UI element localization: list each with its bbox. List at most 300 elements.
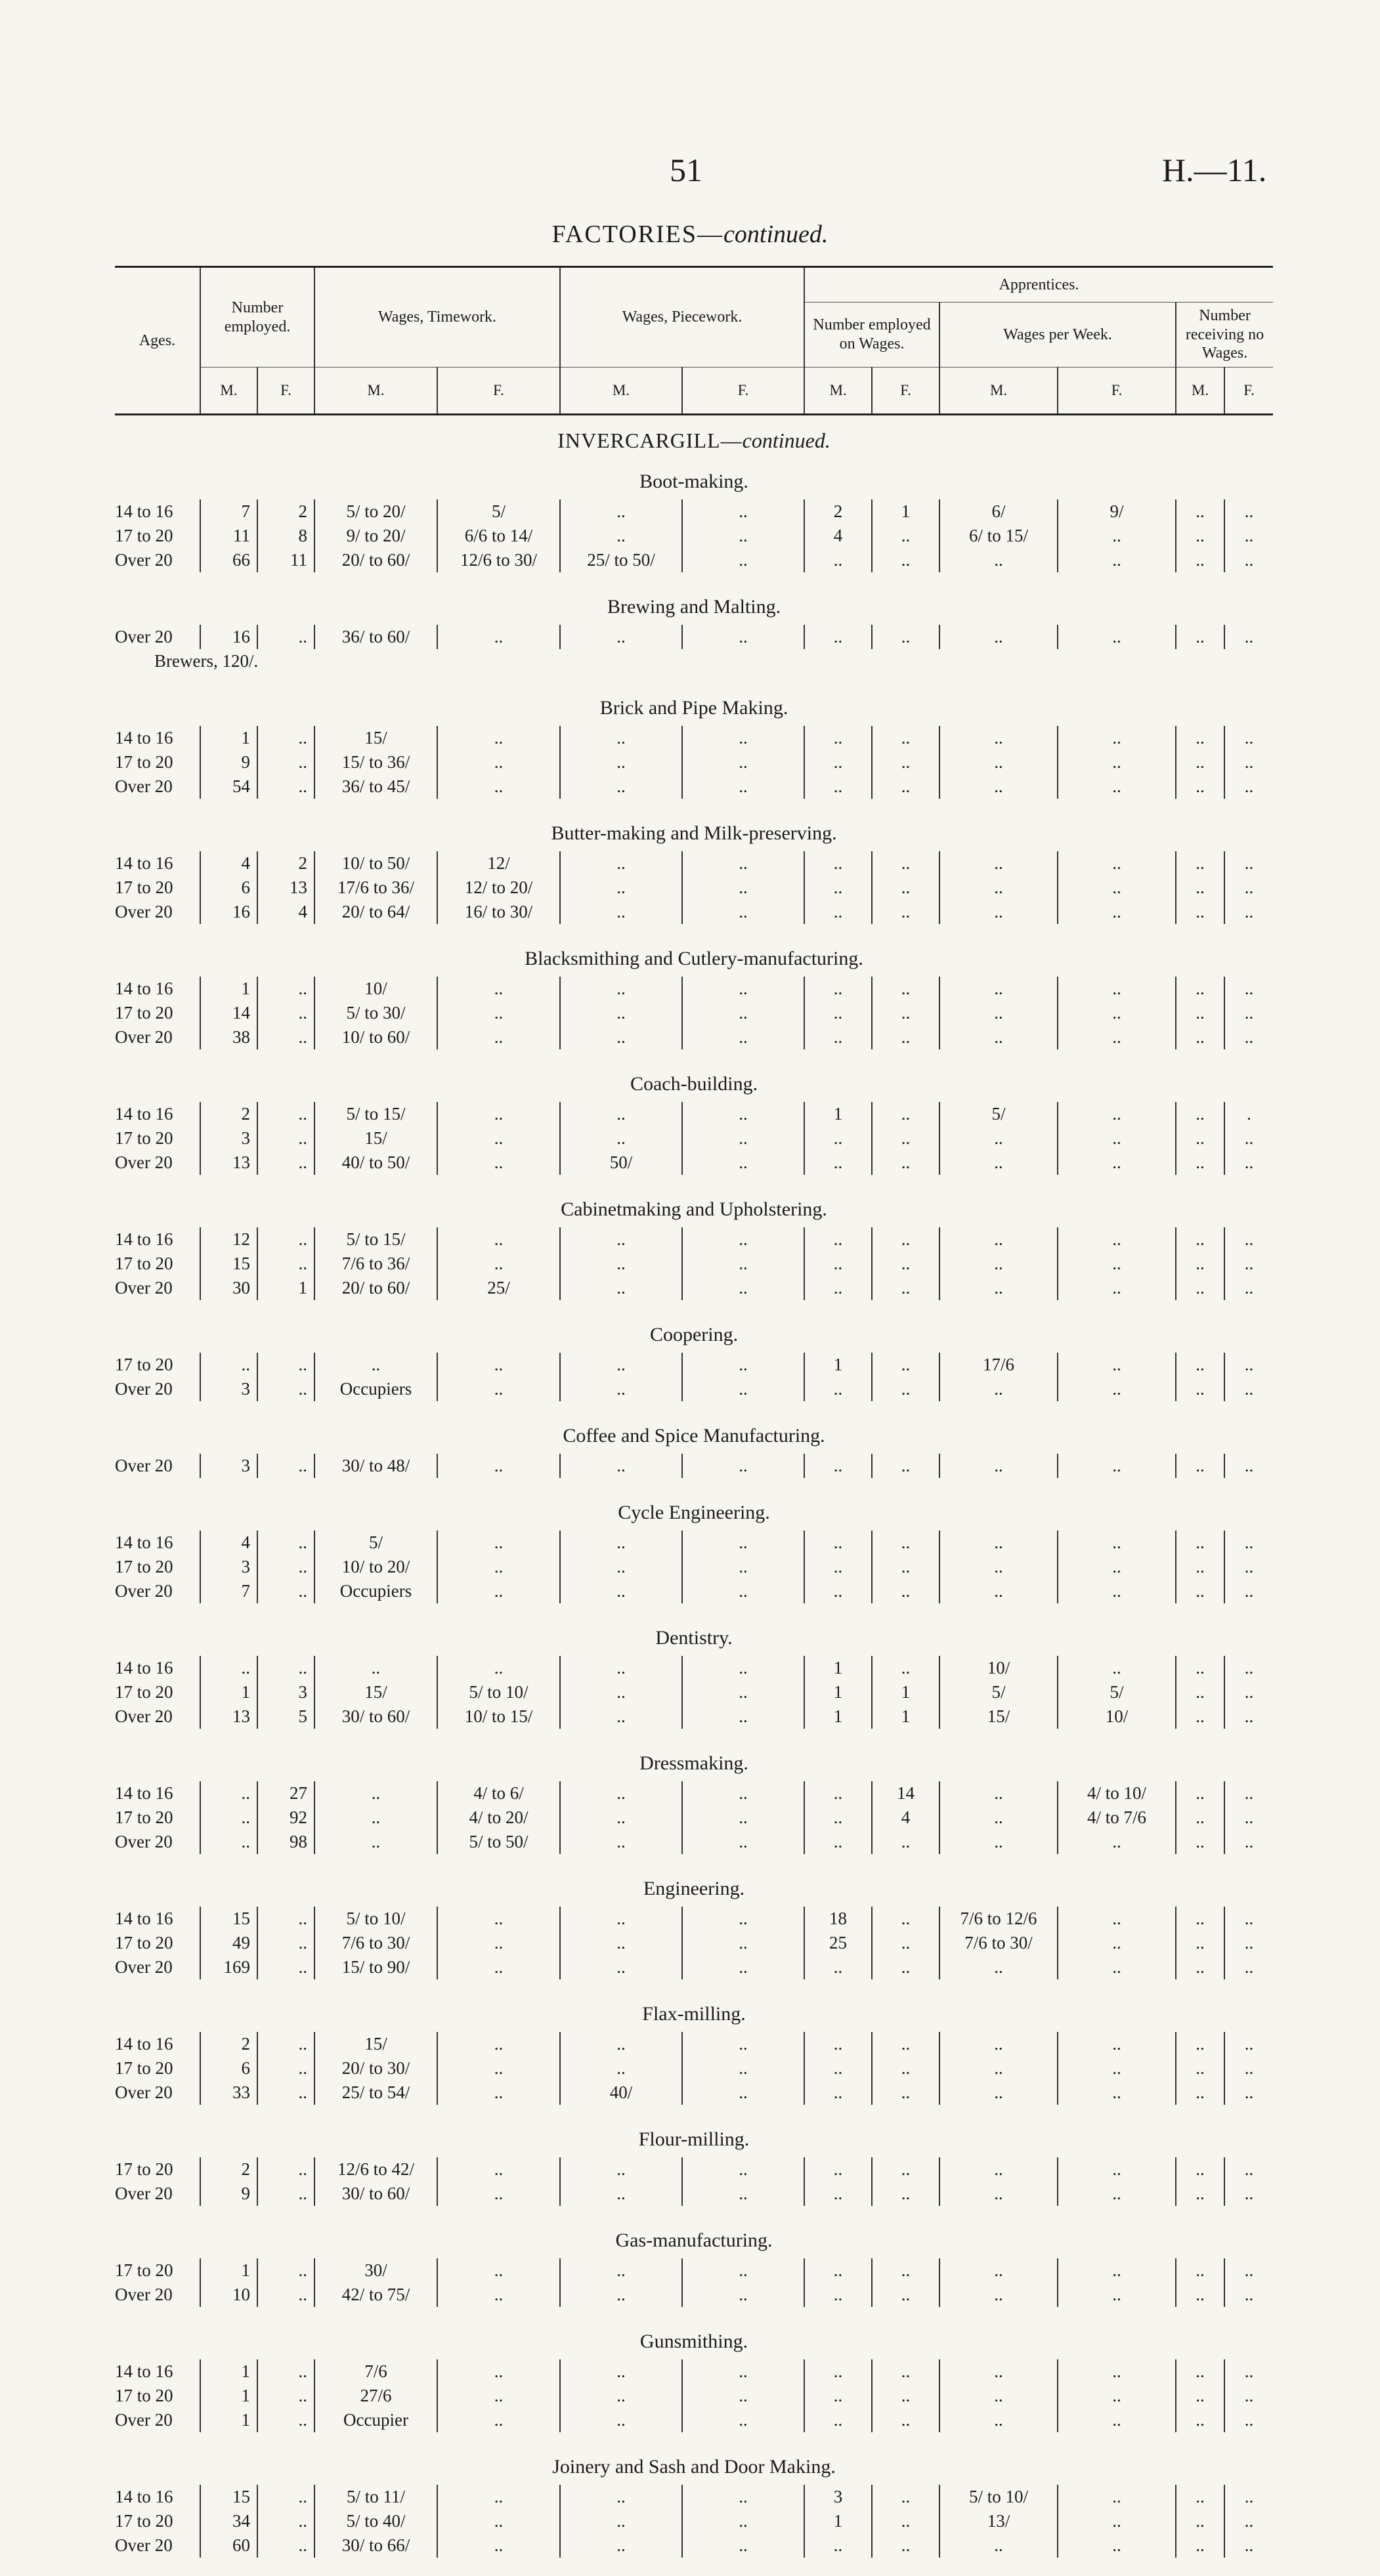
age-cell: 14 to 16 — [115, 499, 200, 524]
table-cell: .. — [560, 2032, 682, 2056]
table-cell: .. — [437, 2359, 560, 2384]
table-cell: 16 — [200, 900, 257, 924]
table-cell: .. — [804, 1025, 872, 1049]
age-cell: Over 20 — [115, 625, 200, 649]
age-cell: 17 to 20 — [115, 1001, 200, 1025]
table-cell: 20/ to 64/ — [314, 900, 437, 924]
table-body — [115, 415, 1273, 2576]
table-cell: 6 — [200, 2056, 257, 2080]
table-cell: .. — [437, 1151, 560, 1175]
col-appr-wages: Wages per Week. — [939, 303, 1176, 368]
table-cell: .. — [1176, 2182, 1224, 2206]
table-cell: .. — [682, 625, 804, 649]
table-cell: .. — [314, 1805, 437, 1830]
table-cell: .. — [939, 774, 1058, 799]
table-cell: .. — [560, 2157, 682, 2182]
table-cell: .. — [257, 1579, 314, 1603]
table-cell: .. — [1224, 1252, 1273, 1276]
table-row — [115, 625, 1273, 649]
table-cell: .. — [560, 1454, 682, 1478]
table-row — [115, 1454, 1273, 1478]
industry-heading-row — [115, 2451, 1273, 2485]
table-cell: 2 — [257, 499, 314, 524]
table-row — [115, 774, 1273, 799]
table-cell: .. — [1176, 876, 1224, 900]
spacer-row — [115, 2558, 1273, 2576]
age-cell: Over 20 — [115, 2080, 200, 2105]
spacer-row — [115, 1729, 1273, 1747]
table-cell: .. — [1058, 1102, 1176, 1126]
table-cell: .. — [437, 1126, 560, 1151]
table-cell: .. — [872, 2509, 939, 2533]
table-cell: .. — [1176, 2056, 1224, 2080]
table-cell: .. — [1176, 1252, 1224, 1276]
table-cell: .. — [1058, 750, 1176, 774]
table-cell: .. — [1176, 1805, 1224, 1830]
table-cell: .. — [560, 1555, 682, 1579]
table-cell: .. — [1176, 1555, 1224, 1579]
table-cell: .. — [1224, 2032, 1273, 2056]
table-cell: .. — [1058, 524, 1176, 548]
table-cell: .. — [560, 2384, 682, 2408]
table-cell: .. — [804, 2533, 872, 2558]
table-cell: .. — [437, 1102, 560, 1126]
table-cell: 66 — [200, 548, 257, 572]
industry-heading-row — [115, 2123, 1273, 2157]
table-cell: .. — [682, 2509, 804, 2533]
spacer-cell — [115, 572, 1273, 591]
table-cell: 1 — [804, 1704, 872, 1729]
table-cell: .. — [872, 2032, 939, 2056]
table-cell: 2 — [200, 2157, 257, 2182]
table-cell: 3 — [200, 1555, 257, 1579]
table-cell: .. — [1224, 1955, 1273, 1979]
table-cell: 10/ to 15/ — [437, 1704, 560, 1729]
table-cell: 3 — [257, 1680, 314, 1704]
table-cell: .. — [1176, 2509, 1224, 2533]
col-f: F. — [437, 368, 560, 415]
age-cell: 14 to 16 — [115, 977, 200, 1001]
table-cell: .. — [1058, 2157, 1176, 2182]
industry-name: Dressmaking. — [115, 1747, 1273, 1781]
table-cell: .. — [560, 1126, 682, 1151]
col-f: F. — [872, 368, 939, 415]
table-cell: .. — [1176, 1907, 1224, 1931]
table-cell: .. — [939, 625, 1058, 649]
industry-name: Coffee and Spice Manufacturing. — [115, 1420, 1273, 1454]
table-cell: 10/ to 50/ — [314, 851, 437, 876]
table-cell: .. — [1224, 750, 1273, 774]
table-cell: .. — [560, 1579, 682, 1603]
table-cell: .. — [804, 2384, 872, 2408]
col-appr-number: Number employed on Wages. — [804, 303, 939, 368]
industry-name: Dentistry. — [115, 1622, 1273, 1656]
table-cell: 10/ to 60/ — [314, 1025, 437, 1049]
table-cell: .. — [872, 2080, 939, 2105]
table-cell: .. — [560, 851, 682, 876]
table-cell: .. — [560, 1252, 682, 1276]
table-cell: 4 — [804, 524, 872, 548]
table-cell: .. — [804, 2157, 872, 2182]
age-cell: Over 20 — [115, 1955, 200, 1979]
table-cell: .. — [1058, 2408, 1176, 2432]
table-row — [115, 1377, 1273, 1401]
table-cell: .. — [1176, 750, 1224, 774]
table-cell: 5/ — [939, 1102, 1058, 1126]
table-row — [115, 876, 1273, 900]
table-row — [115, 726, 1273, 750]
table-cell: .. — [560, 2258, 682, 2283]
table-cell: 7 — [200, 499, 257, 524]
table-row — [115, 2258, 1273, 2283]
table-cell: .. — [1058, 2080, 1176, 2105]
table-cell: .. — [682, 2408, 804, 2432]
table-cell: .. — [1176, 2032, 1224, 2056]
table-cell: 40/ to 50/ — [314, 1151, 437, 1175]
table-cell: .. — [1176, 1656, 1224, 1680]
page-number: 51 — [670, 151, 702, 189]
table-cell: 4 — [200, 851, 257, 876]
table-cell: .. — [560, 876, 682, 900]
table-cell: .. — [872, 1931, 939, 1955]
table-cell: .. — [257, 625, 314, 649]
spacer-cell — [115, 1478, 1273, 1496]
table-cell: .. — [939, 2056, 1058, 2080]
table-cell: 5/ to 10/ — [437, 1680, 560, 1704]
industry-heading-row — [115, 2224, 1273, 2258]
table-cell: 16 — [200, 625, 257, 649]
spacer-cell — [115, 1979, 1273, 1998]
table-cell: .. — [560, 1830, 682, 1854]
table-cell: .. — [804, 1377, 872, 1401]
table-cell: .. — [939, 2258, 1058, 2283]
table-cell: 6/6 to 14/ — [437, 524, 560, 548]
table-cell: .. — [1176, 1781, 1224, 1805]
col-wages-piecework: Wages, Piecework. — [560, 267, 804, 368]
table-row — [115, 1656, 1273, 1680]
table-cell: .. — [257, 1126, 314, 1151]
table-cell: .. — [682, 1227, 804, 1252]
table-row — [115, 1353, 1273, 1377]
table-cell: .. — [437, 2485, 560, 2509]
table-cell: .. — [560, 1805, 682, 1830]
table-cell: .. — [257, 1001, 314, 1025]
industry-heading-row — [115, 591, 1273, 625]
table-cell: .. — [437, 2182, 560, 2206]
table-cell: .. — [804, 1781, 872, 1805]
industry-note: Brewers, 120/. — [115, 649, 1273, 673]
spacer-row — [115, 2307, 1273, 2325]
table-cell: .. — [1058, 1907, 1176, 1931]
table-cell: .. — [1058, 1276, 1176, 1300]
col-f: F. — [257, 368, 314, 415]
age-cell: 17 to 20 — [115, 2509, 200, 2533]
table-cell: .. — [1224, 1907, 1273, 1931]
table-cell: 6/ to 15/ — [939, 524, 1058, 548]
table-cell: .. — [872, 1656, 939, 1680]
table-cell: .. — [939, 1151, 1058, 1175]
table-cell: .. — [560, 2485, 682, 2509]
table-cell: .. — [1224, 1931, 1273, 1955]
table-cell: 5/ to 10/ — [939, 2485, 1058, 2509]
table-cell: 92 — [257, 1805, 314, 1830]
table-cell: 30/ to 66/ — [314, 2533, 437, 2558]
industry-heading-row — [115, 942, 1273, 977]
table-cell: .. — [1176, 625, 1224, 649]
age-cell: 14 to 16 — [115, 1907, 200, 1931]
table-cell: .. — [804, 2080, 872, 2105]
table-cell: 5/ — [314, 1531, 437, 1555]
table-cell: 2 — [200, 1102, 257, 1126]
table-cell: .. — [560, 2533, 682, 2558]
table-cell: .. — [1058, 851, 1176, 876]
table-cell: .. — [682, 1377, 804, 1401]
table-cell: 1 — [804, 1353, 872, 1377]
table-cell: 10/ — [939, 1656, 1058, 1680]
spacer-row — [115, 1854, 1273, 1872]
table-cell: .. — [939, 977, 1058, 1001]
spacer-cell — [115, 1175, 1273, 1193]
table-row — [115, 1830, 1273, 1854]
table-cell: .. — [939, 726, 1058, 750]
table-cell: .. — [560, 625, 682, 649]
table-cell: .. — [257, 1252, 314, 1276]
table-cell: 14 — [200, 1001, 257, 1025]
table-cell: 1 — [200, 2384, 257, 2408]
table-cell: 1 — [200, 977, 257, 1001]
industry-heading-row — [115, 1998, 1273, 2032]
table-cell: .. — [872, 1353, 939, 1377]
table-cell: .. — [1058, 1656, 1176, 1680]
table-row — [115, 548, 1273, 572]
spacer-cell — [115, 1854, 1273, 1872]
table-cell: .. — [872, 1377, 939, 1401]
table-cell: 5/ to 15/ — [314, 1102, 437, 1126]
table-cell: .. — [682, 2258, 804, 2283]
table-cell: 1 — [257, 1276, 314, 1300]
industry-heading-row — [115, 1872, 1273, 1907]
location-suffix: continued. — [743, 429, 830, 452]
table-cell: .. — [437, 1656, 560, 1680]
age-cell: 17 to 20 — [115, 2258, 200, 2283]
table-cell: .. — [872, 900, 939, 924]
table-cell: .. — [257, 2080, 314, 2105]
table-cell: .. — [1176, 1353, 1224, 1377]
table-row — [115, 2032, 1273, 2056]
table-cell: .. — [1058, 2485, 1176, 2509]
table-cell: 50/ — [560, 1151, 682, 1175]
industry-heading-row — [115, 1319, 1273, 1353]
table-cell: .. — [939, 1025, 1058, 1049]
table-cell: 16/ to 30/ — [437, 900, 560, 924]
table-cell: .. — [437, 2283, 560, 2307]
age-cell: 14 to 16 — [115, 1656, 200, 1680]
table-cell: .. — [1058, 900, 1176, 924]
table-cell: .. — [1224, 1680, 1273, 1704]
table-cell: .. — [257, 2283, 314, 2307]
age-cell: 17 to 20 — [115, 1805, 200, 1830]
table-cell: .. — [1058, 2283, 1176, 2307]
age-cell: 14 to 16 — [115, 1781, 200, 1805]
table-cell: .. — [804, 1454, 872, 1478]
table-cell: .. — [257, 2258, 314, 2283]
table-cell: .. — [437, 1531, 560, 1555]
table-cell: .. — [682, 1276, 804, 1300]
table-row — [115, 2485, 1273, 2509]
table-cell: .. — [257, 1227, 314, 1252]
spacer-cell — [115, 1603, 1273, 1622]
industry-heading-row — [115, 1622, 1273, 1656]
table-cell: 5/ to 40/ — [314, 2509, 437, 2533]
table-cell: 1 — [804, 1102, 872, 1126]
table-row — [115, 1955, 1273, 1979]
table-cell: .. — [1224, 774, 1273, 799]
table-cell: .. — [1224, 1656, 1273, 1680]
table-cell: .. — [682, 1025, 804, 1049]
table-cell: .. — [1224, 1227, 1273, 1252]
table-cell: 25/ — [437, 1276, 560, 1300]
table-cell: 3 — [200, 1454, 257, 1478]
table-cell: .. — [939, 2080, 1058, 2105]
table-cell: .. — [437, 2509, 560, 2533]
table-cell: .. — [682, 2283, 804, 2307]
table-row — [115, 2157, 1273, 2182]
table-cell: .. — [682, 1656, 804, 1680]
table-cell: .. — [872, 2384, 939, 2408]
spacer-row — [115, 572, 1273, 591]
industry-name: Engineering. — [115, 1872, 1273, 1907]
table-cell: .. — [437, 1353, 560, 1377]
industry-name: Blacksmithing and Cutlery-manufacturing. — [115, 942, 1273, 977]
table-cell: .. — [437, 2533, 560, 2558]
table-cell: .. — [804, 876, 872, 900]
table-cell: .. — [1224, 2509, 1273, 2533]
industry-heading-row — [115, 1193, 1273, 1227]
table-cell: .. — [682, 2157, 804, 2182]
table-cell: .. — [872, 1227, 939, 1252]
table-cell: 12/6 to 42/ — [314, 2157, 437, 2182]
table-cell: .. — [1224, 499, 1273, 524]
age-cell: 17 to 20 — [115, 1126, 200, 1151]
table-cell: .. — [437, 2080, 560, 2105]
table-cell: .. — [560, 1781, 682, 1805]
table-cell: .. — [560, 2359, 682, 2384]
table-cell: .. — [1058, 1931, 1176, 1955]
table-cell: 13/ — [939, 2509, 1058, 2533]
table-cell: 7/6 to 30/ — [939, 1931, 1058, 1955]
table-cell: .. — [939, 548, 1058, 572]
table-cell: .. — [1224, 625, 1273, 649]
table-cell: .. — [872, 2359, 939, 2384]
table-cell: .. — [939, 1805, 1058, 1830]
table-cell: .. — [1058, 2384, 1176, 2408]
table-cell: .. — [804, 1805, 872, 1830]
table-cell: .. — [682, 1907, 804, 1931]
table-cell: .. — [1058, 548, 1176, 572]
table-cell: 15/ — [939, 1704, 1058, 1729]
table-row — [115, 1252, 1273, 1276]
table-cell: 13 — [200, 1704, 257, 1729]
col-apprentices: Apprentices. — [804, 267, 1273, 303]
table-cell: .. — [1176, 1001, 1224, 1025]
table-row — [115, 1276, 1273, 1300]
table-cell: .. — [314, 1781, 437, 1805]
table-cell: .. — [200, 1353, 257, 1377]
table-cell: .. — [1176, 499, 1224, 524]
table-row — [115, 499, 1273, 524]
table-cell: .. — [939, 1276, 1058, 1300]
table-cell: .. — [1058, 2182, 1176, 2206]
table-cell: .. — [560, 1704, 682, 1729]
table-cell: 1 — [872, 499, 939, 524]
table-cell: .. — [1176, 774, 1224, 799]
col-wages-timework: Wages, Timework. — [314, 267, 560, 368]
table-cell: 49 — [200, 1931, 257, 1955]
note-row — [115, 649, 1273, 673]
table-cell: 5/ — [1058, 1680, 1176, 1704]
table-cell: .. — [257, 726, 314, 750]
table-cell: .. — [1224, 1276, 1273, 1300]
table-cell: .. — [437, 2408, 560, 2432]
table-row — [115, 1151, 1273, 1175]
table-cell: .. — [560, 2182, 682, 2206]
table-row — [115, 1680, 1273, 1704]
table-cell: .. — [804, 1276, 872, 1300]
age-cell: 17 to 20 — [115, 1252, 200, 1276]
table-cell: 1 — [872, 1680, 939, 1704]
table-cell: .. — [257, 1102, 314, 1126]
table-cell: .. — [939, 1579, 1058, 1603]
table-cell: .. — [1176, 2080, 1224, 2105]
table-cell: .. — [872, 726, 939, 750]
table-cell: .. — [1224, 2384, 1273, 2408]
industry-name: Gunsmithing. — [115, 2325, 1273, 2359]
table-cell: .. — [1176, 2283, 1224, 2307]
table-cell: .. — [1176, 1025, 1224, 1049]
table-cell: .. — [200, 1656, 257, 1680]
page-heading — [0, 220, 1380, 249]
table-cell: .. — [872, 774, 939, 799]
table-cell: .. — [1224, 851, 1273, 876]
table-cell: .. — [1224, 2080, 1273, 2105]
table-row — [115, 1805, 1273, 1830]
table-cell: .. — [257, 1907, 314, 1931]
table-cell: .. — [1224, 1377, 1273, 1401]
table-cell: 11 — [200, 524, 257, 548]
age-cell: 14 to 16 — [115, 1227, 200, 1252]
table-cell: .. — [200, 1781, 257, 1805]
table-cell: .. — [682, 1102, 804, 1126]
table-cell: .. — [1058, 2509, 1176, 2533]
table-cell: 11 — [257, 548, 314, 572]
table-cell: .. — [1224, 900, 1273, 924]
table-cell: .. — [1224, 876, 1273, 900]
table-cell: .. — [682, 548, 804, 572]
industry-name: Brick and Pipe Making. — [115, 692, 1273, 726]
table-cell: .. — [682, 1781, 804, 1805]
table-row — [115, 1931, 1273, 1955]
table-cell: 7/6 — [314, 2359, 437, 2384]
table-cell: 15/ to 36/ — [314, 750, 437, 774]
age-cell: Over 20 — [115, 1579, 200, 1603]
table-cell: .. — [804, 977, 872, 1001]
table-cell: .. — [437, 1025, 560, 1049]
table-cell: .. — [560, 2056, 682, 2080]
table-cell: 1 — [200, 2408, 257, 2432]
table-cell: .. — [1224, 1001, 1273, 1025]
age-cell: Over 20 — [115, 1454, 200, 1478]
table-cell: .. — [257, 2182, 314, 2206]
